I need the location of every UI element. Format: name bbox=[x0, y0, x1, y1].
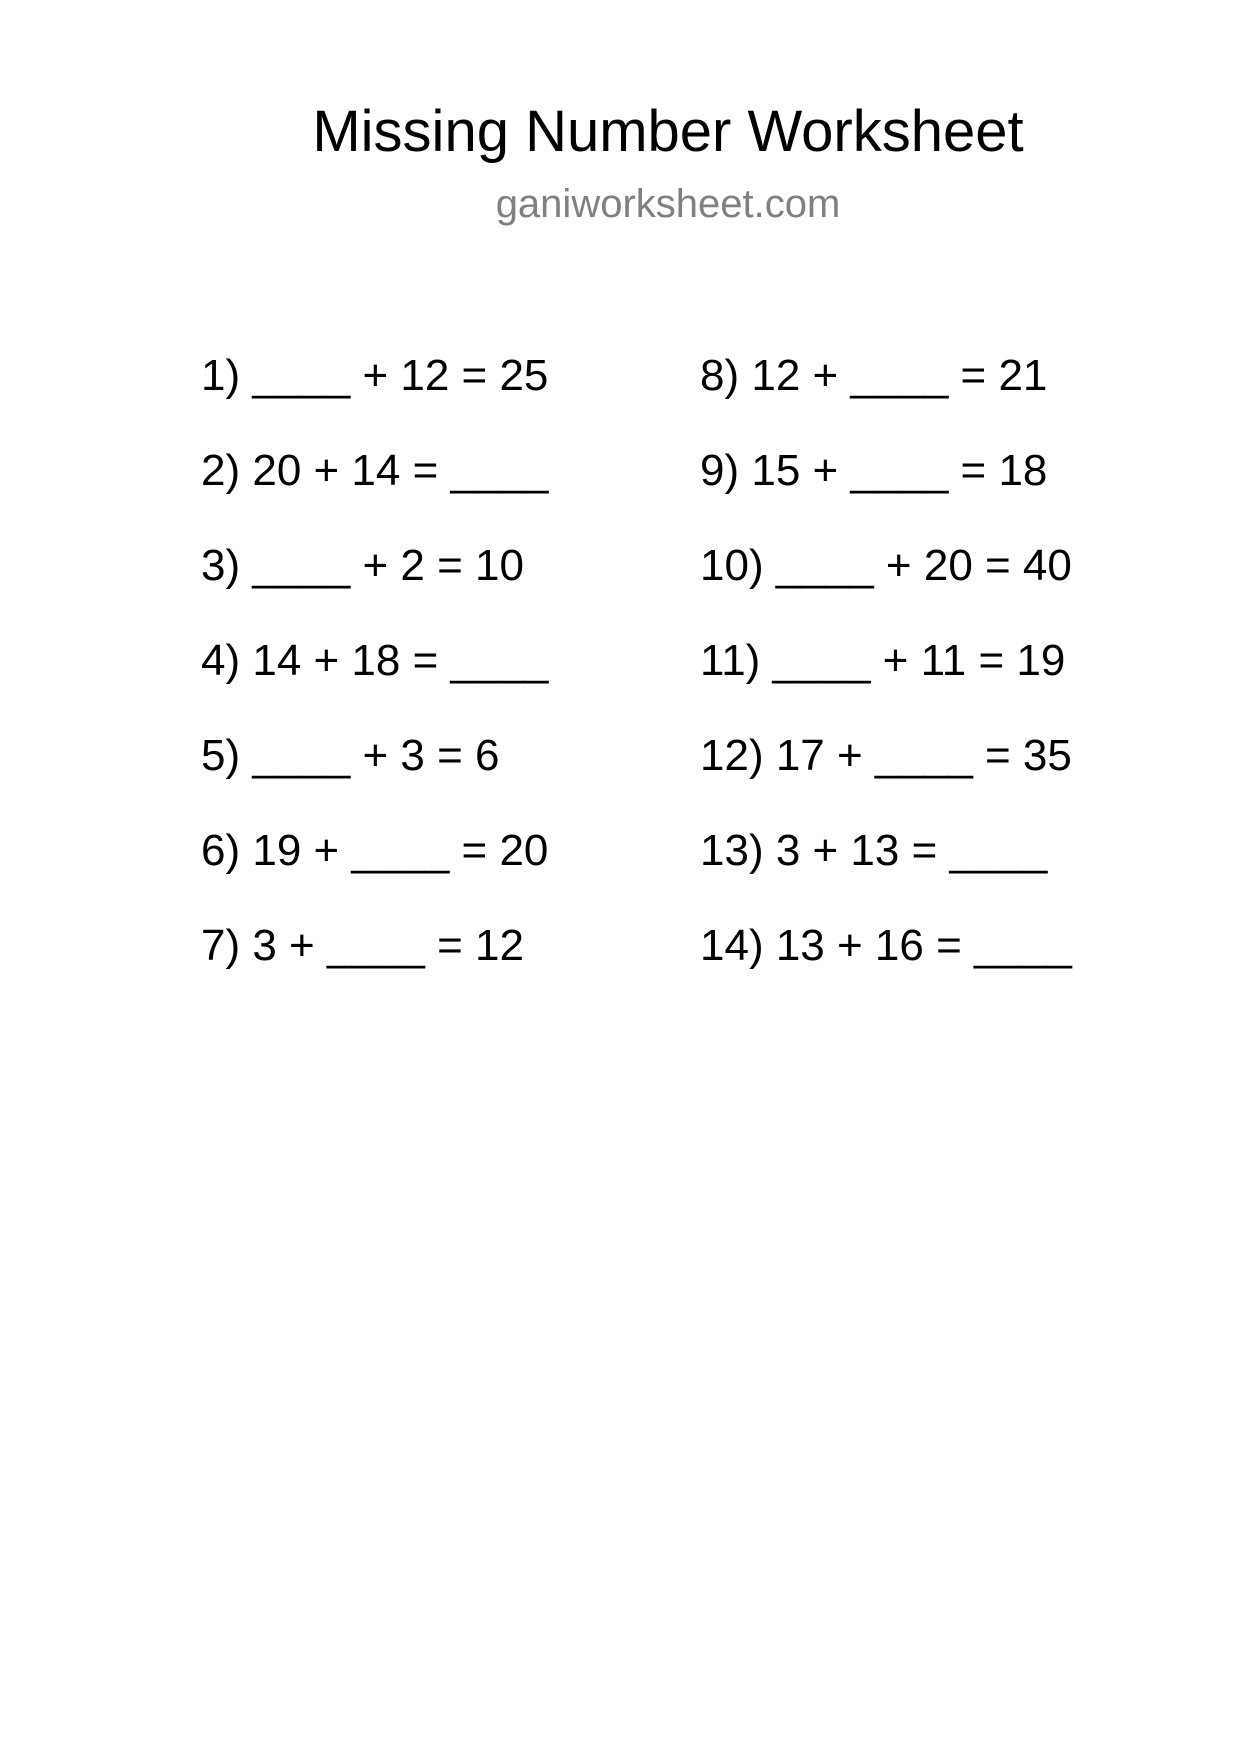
problems-right-column bbox=[700, 350, 1072, 1015]
problem-6: 6) 19 + ____ = 20 bbox=[201, 826, 549, 875]
problem-13: 13) 3 + 13 = ____ bbox=[700, 826, 1048, 875]
problem-4: 4) 14 + 18 = ____ bbox=[201, 636, 549, 685]
problem-7: 7) 3 + ____ = 12 bbox=[201, 921, 524, 970]
problem-3: 3) ____ + 2 = 10 bbox=[201, 541, 524, 590]
problem-9: 9) 15 + ____ = 18 bbox=[700, 446, 1048, 495]
page-title: Missing Number Worksheet bbox=[312, 99, 1024, 164]
problem-14: 14) 13 + 16 = ____ bbox=[700, 921, 1072, 970]
problems-left-column bbox=[201, 350, 548, 1015]
problem-10: 10) ____ + 20 = 40 bbox=[700, 541, 1072, 590]
problem-1: 1) ____ + 12 = 25 bbox=[201, 351, 549, 400]
problem-12: 12) 17 + ____ = 35 bbox=[700, 731, 1072, 780]
problem-8: 8) 12 + ____ = 21 bbox=[700, 351, 1048, 400]
website-subtitle: ganiworksheet.com bbox=[495, 182, 841, 226]
problem-5: 5) ____ + 3 = 6 bbox=[201, 731, 500, 780]
problem-2: 2) 20 + 14 = ____ bbox=[201, 446, 549, 495]
problem-11: 11) ____ + 11 = 19 bbox=[700, 636, 1066, 685]
